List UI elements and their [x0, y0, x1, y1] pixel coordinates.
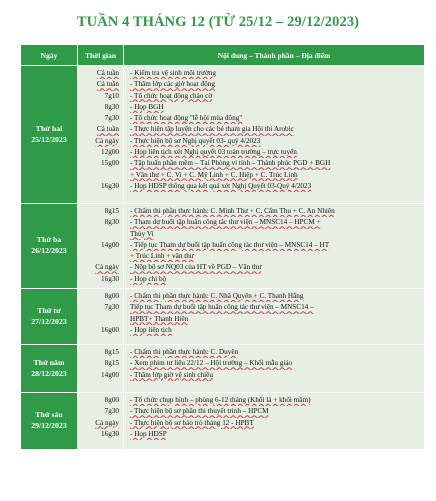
content-line: - Chấm thi phần thực hành: C. Minh Thư + C. Cẩm Thu + C. An Nhiên [130, 207, 335, 215]
time-line: 14g00 [101, 240, 119, 249]
content-line: - Tiếp tục Tham dự buổi tập huấn công tác thư viện – MNSC14 – HT [130, 240, 330, 249]
day-name: Thứ tư [37, 305, 61, 315]
time-line: Cả ngày [95, 136, 119, 145]
time-line: 12g00 [101, 148, 119, 157]
day-date: 25/12/2023 [31, 134, 67, 144]
time-cell [78, 289, 124, 345]
day-name: Thứ sáu [35, 410, 63, 420]
time-line: 8g00 [104, 396, 119, 404]
day-row [21, 345, 425, 393]
time-line [78, 251, 119, 262]
content-cell [124, 204, 425, 289]
content-line: - Thực hiện bộ sơ báo trò tháng 12 - HPBT [130, 418, 254, 427]
day-row [21, 66, 425, 204]
content-line: - Tập huấn phần mềm – Tại Phòng vi tính – Thành phúc PGD + BGH [130, 159, 331, 168]
content-line: - Họp liên tịch xét Nghị quyết 03 toàn trường – trực tuyến [130, 148, 297, 157]
day-date: 28/12/2023 [31, 368, 67, 378]
time-line: 15g00 [101, 159, 119, 168]
content-line: - Tổ chức hoạt động chào cờ [130, 91, 213, 100]
time-line: 8g15 [104, 348, 119, 356]
page-title: TUẦN 4 THÁNG 12 (TỪ 25/12 – 29/12/2023) [76, 13, 360, 30]
time-line: 7g30 [104, 114, 119, 123]
day-cell [21, 393, 78, 450]
day-name: Thứ hai [35, 123, 63, 133]
time-cell [78, 345, 124, 393]
content-line: + Trúc Linh + vân thư [130, 252, 194, 261]
time-line: Cả ngày [95, 418, 119, 427]
content-line: Tiếp tục Tham dự buổi tập huấn công tác thư viện – MNSC14 – [130, 303, 314, 312]
content-line: - Họp chi bộ [130, 274, 167, 283]
time-line: 8g30 [104, 102, 119, 111]
day-cell [21, 204, 78, 289]
content-line: - Họp BGH [130, 102, 164, 111]
header-row [21, 45, 425, 66]
time-line: 8g15 [104, 359, 119, 368]
content-line: - Chấm thi phần thực hành: C. Nhã Quyên + C. Thanh Hằng [130, 292, 304, 300]
time-line [78, 229, 119, 240]
time-line: 14g00 [101, 370, 119, 379]
time-line: 8g00 [104, 292, 119, 300]
time-line: Cả tuần [96, 69, 119, 77]
time-line: 7g30 [104, 303, 119, 312]
content-line: - Chấm thi phần thực hành: C. Duyên [130, 348, 239, 356]
header-day: Ngày [21, 45, 78, 66]
time-line: Cả tuần [96, 80, 119, 89]
content-line: - Thực hiện tập luyện cho các bé tham gia Hội thi Arobic [130, 125, 294, 134]
time-cell [78, 393, 124, 450]
time-line: 16g30 [101, 429, 119, 438]
content-cell [124, 345, 425, 393]
content-line: - Họp HĐSP thông qua kết quả xét Nghị Quyết 03-Quý 4/2023 [130, 181, 312, 190]
content-cell [124, 66, 425, 204]
content-line: - Tổ chức chụp hình – phòng 6-12 tháng (Khối lá + khối mầm) [130, 396, 311, 404]
day-cell [21, 66, 78, 204]
day-name: Thứ ba [36, 235, 62, 245]
content-line: - Nộp bộ sơ NQ03 của HT về PGD – Vân thư [130, 263, 262, 272]
time-line: 7g30 [104, 407, 119, 416]
time-line [78, 314, 119, 325]
time-line: Cả ngày [95, 263, 119, 272]
content-line: - Kiểm tra vệ sinh môi trường [130, 69, 216, 77]
day-row [21, 289, 425, 345]
content-line: HPBT+ Thanh Hiền [130, 314, 189, 323]
content-line: - Tham dự buổi tập huấn công tác thư viện – MNSC14 – HPCM + [130, 218, 321, 227]
day-name: Thứ năm [33, 357, 65, 367]
time-cell [78, 66, 124, 204]
content-line: Thủy Vi [130, 229, 154, 238]
day-date: 29/12/2023 [31, 421, 67, 430]
time-line: 16g30 [101, 181, 119, 190]
day-date: 27/12/2023 [31, 316, 67, 326]
day-row [21, 204, 425, 289]
content-line: - Xem phim tư liệu 22/12 – Hội trường – Khối mẫu giáo [130, 359, 293, 368]
time-line [78, 170, 119, 181]
content-line: - Họp liên tịch [130, 325, 172, 334]
time-line: 8g15 [104, 207, 119, 215]
time-line: Cả tuần [96, 125, 119, 134]
content-cell [124, 393, 425, 450]
time-line: 7g10 [104, 91, 119, 100]
header-time: Thời gian [78, 45, 124, 66]
content-line: - Tổ chức hoạt động "lễ hội mùa đông" [130, 114, 243, 123]
time-cell [78, 204, 124, 289]
schedule-table [20, 44, 425, 450]
content-line: - Thăm lớp các giờ hoạt động [130, 80, 215, 89]
time-line: 8g30 [104, 218, 119, 227]
content-line: - Thực hiện bộ sơ phần thi thuyết trình – HPCM [130, 407, 269, 416]
content-line: + Vân thư + C. Vi + C. Mỹ Linh + C. Hiệp + C. Trúc Linh [130, 170, 298, 179]
day-row [21, 393, 425, 450]
day-date: 26/12/2023 [31, 246, 67, 255]
content-line: - Thực hiện bộ sơ Nghị quyết 03- quý 4/2023 [130, 136, 261, 145]
content-cell [124, 289, 425, 345]
content-line: - Họp HĐSP [130, 429, 167, 438]
header-content: Nội dung – Thành phần – Địa điểm [124, 45, 425, 66]
time-line: 16g30 [101, 274, 119, 283]
day-cell [21, 345, 78, 393]
content-line: - Thăm lớp giờ vệ sinh chiều [130, 370, 213, 379]
time-line: 16g00 [101, 325, 119, 334]
day-cell [21, 289, 78, 345]
